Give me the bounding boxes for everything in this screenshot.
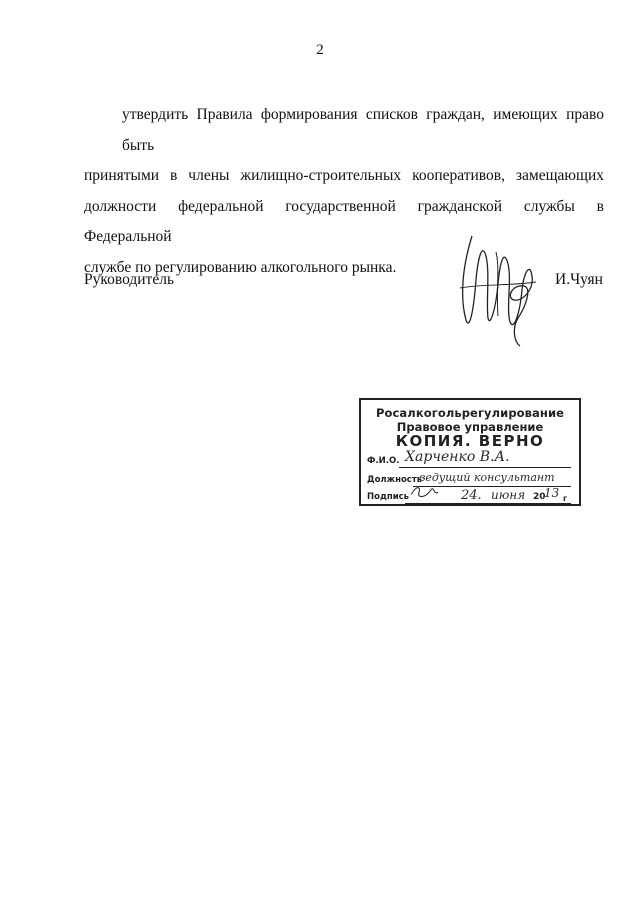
handwritten-signature — [452, 228, 542, 348]
stamp-certification: КОПИЯ. ВЕРНО — [395, 432, 545, 450]
paragraph-line: службе по регулированию алкогольного рынка. — [84, 258, 397, 276]
stamp-signature-row — [367, 492, 409, 502]
date-month: июня — [491, 488, 526, 502]
signatory-name: И.Чуян — [555, 271, 603, 288]
fio-label: Ф.И.О. — [367, 456, 400, 466]
stamp-position-row — [367, 475, 422, 485]
certification-stamp — [359, 398, 581, 506]
signature-label: Подпись — [367, 492, 410, 502]
stamp-organization: Росалкогольрегулирование — [375, 406, 565, 420]
stamp-department: Правовое управление — [396, 420, 544, 434]
date-year-prefix: 20 — [533, 492, 546, 502]
page-number: 2 — [316, 42, 324, 58]
paragraph-line: утвердить Правила формирования списков граждан, имеющих право быть — [122, 106, 604, 154]
date-day: 24. — [461, 488, 482, 503]
signatory-title: Руководитель — [84, 271, 175, 288]
paragraph-line: должности федеральной государственной гражданской службы в Федеральной — [84, 197, 604, 245]
position-handwritten: ведущий консультант — [419, 471, 555, 484]
date-year-suffix: 13 — [544, 486, 560, 500]
paragraph-line: принятыми в члены жилищно-строительных кооперативов, замещающих — [84, 167, 604, 184]
stamp-fio-row — [367, 456, 399, 466]
date-year-end: г — [563, 494, 568, 503]
fio-handwritten: Харченко В.А. — [405, 449, 510, 465]
position-label: Должность — [367, 475, 423, 485]
